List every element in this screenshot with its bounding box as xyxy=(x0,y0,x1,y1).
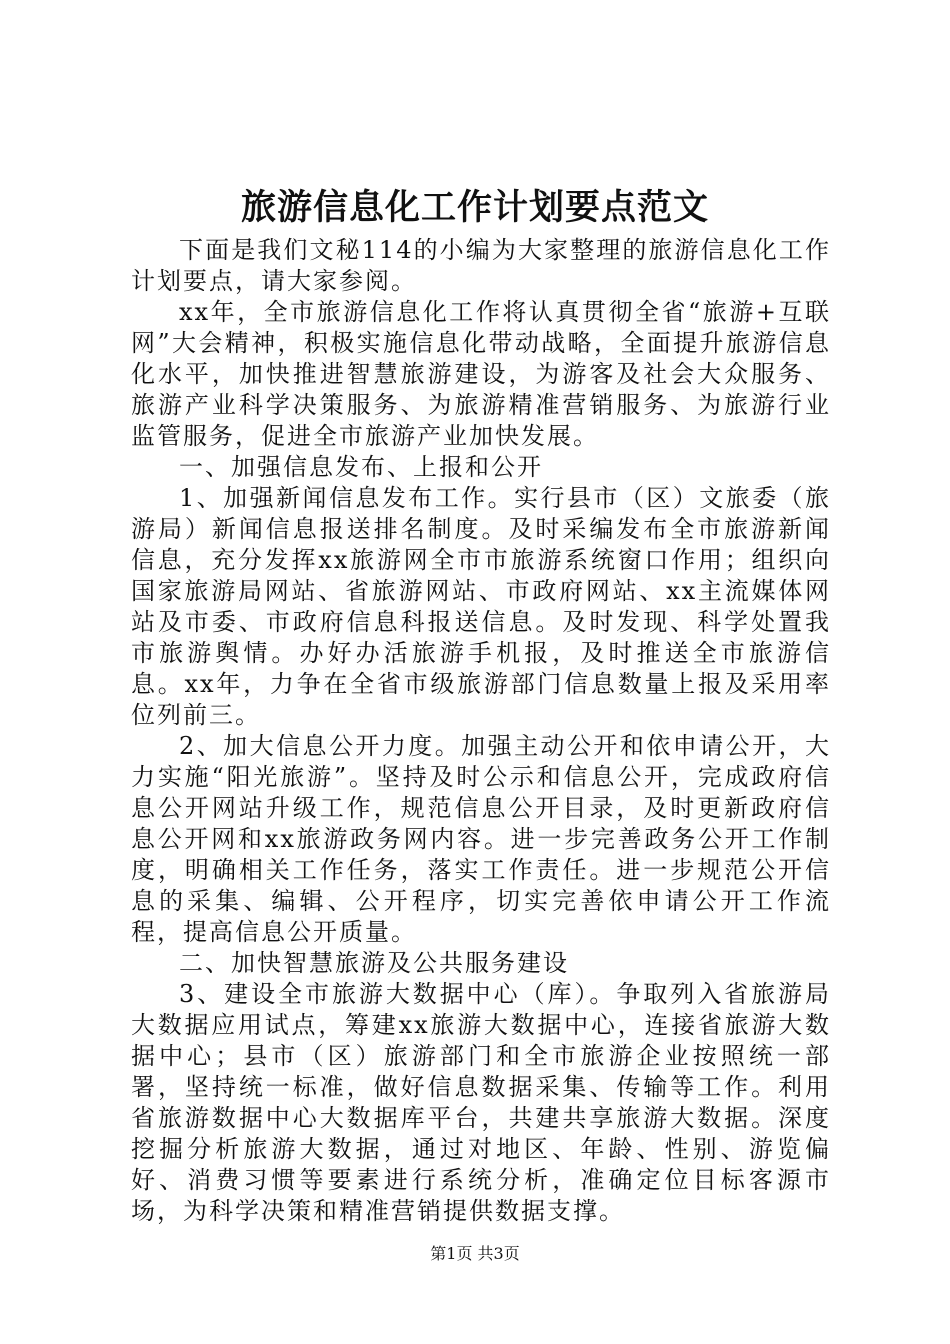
paragraph-overview: xx年，全市旅游信息化工作将认真贯彻全省“旅游+互联网”大会精神，积极实施信息化带动战略，全面提升旅游信息化水平，加快推进智慧旅游建设，为游客及社会大众服务、旅游产业科学决策服务、为旅游精准营销服务、为旅游行业监管服务，促进全市旅游产业加快发展。 xyxy=(131,298,831,450)
paragraph-item-1: 1、加强新闻信息发布工作。实行县市（区）文旅委（旅游局）新闻信息报送排名制度。及时采编发布全市旅游新闻信息，充分发挥xx旅游网全市市旅游系统窗口作用；组织向国家旅游局网站、省旅游网站、市政府网站、xx主流媒体网站及市委、市政府信息科报送信息。及时发现、科学处置我市旅游舆情。办好办活旅游手机报，及时推送全市旅游信息。xx年，力争在全省市级旅游部门信息数量上报及采用率位列前三。 xyxy=(131,484,831,729)
document-body xyxy=(131,235,831,1227)
document-title: 旅游信息化工作计划要点范文 xyxy=(240,187,709,228)
paragraph-item-2: 2、加大信息公开力度。加强主动公开和依申请公开，大力实施“阳光旅游”。坚持及时公示和信息公开，完成政府信息公开网站升级工作，规范信息公开目录，及时更新政府信息公开网和xx旅游政务网内容。进一步完善政务公开工作制度，明确相关工作任务，落实工作责任。进一步规范公开信息的采集、编辑、公开程序，切实完善依申请公开工作流程，提高信息公开质量。 xyxy=(131,732,831,946)
section-heading-2: 二、加快智慧旅游及公共服务建设 xyxy=(179,949,569,977)
paragraph-intro: 下面是我们文秘114的小编为大家整理的旅游信息化工作计划要点，请大家参阅。 xyxy=(131,236,831,295)
section-heading-1: 一、加强信息发布、上报和公开 xyxy=(179,453,543,481)
page-footer: 第1页 共3页 xyxy=(430,1244,520,1263)
paragraph-item-3: 3、建设全市旅游大数据中心（库）。争取列入省旅游局大数据应用试点，筹建xx旅游大数据中心，连接省旅游大数据中心；县市（区）旅游部门和全市旅游企业按照统一部署，坚持统一标准，做好信息数据采集、传输等工作。利用省旅游数据中心大数据库平台，共建共享旅游大数据。深度挖掘分析旅游大数据，通过对地区、年龄、性别、游览偏好、消费习惯等要素进行系统分析，准确定位目标客源市场，为科学决策和精准营销提供数据支撑。 xyxy=(131,980,831,1225)
